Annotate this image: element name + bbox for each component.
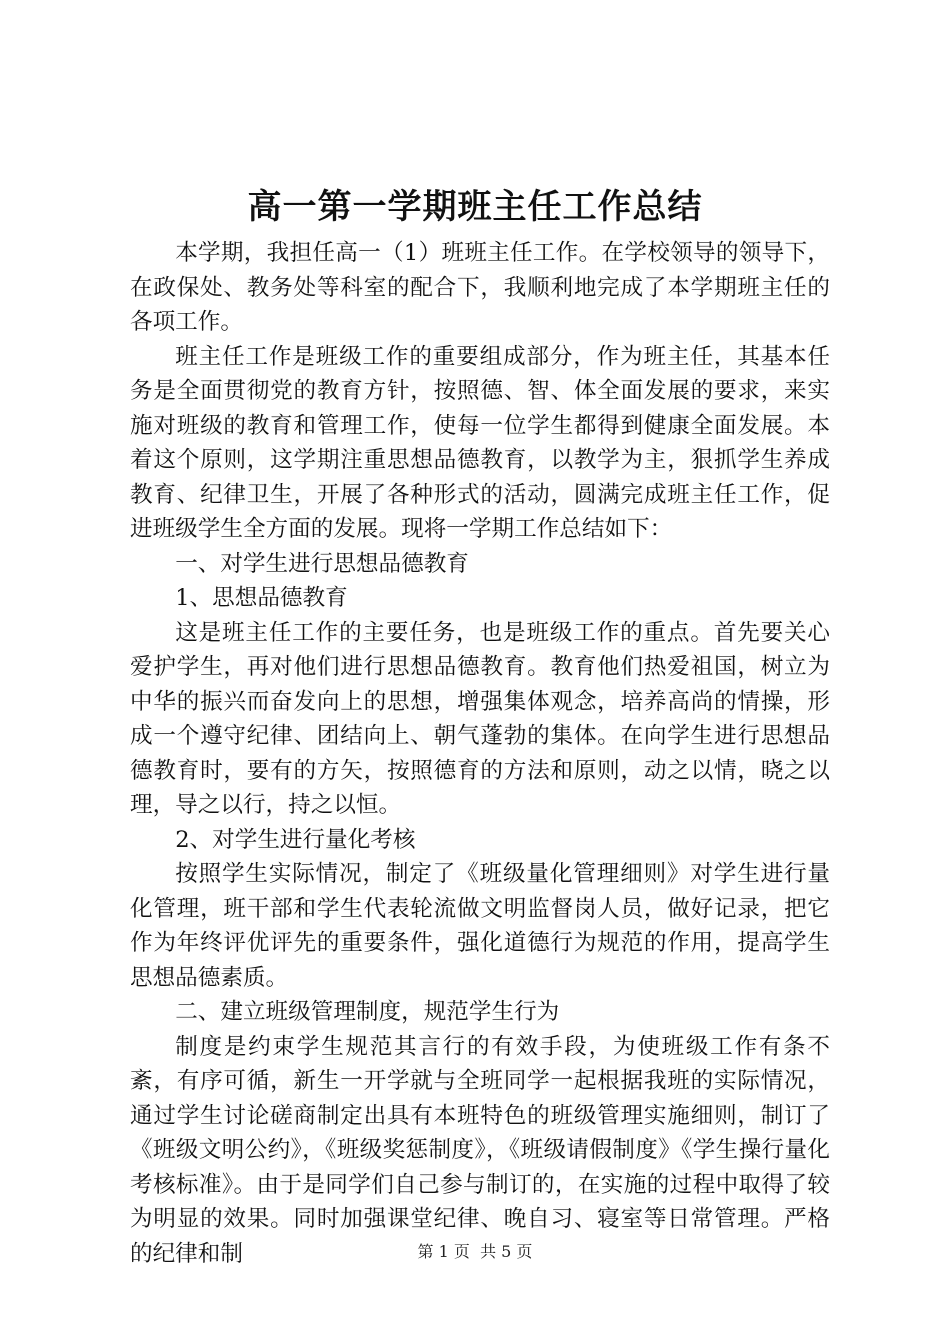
page-footer bbox=[0, 1242, 950, 1262]
paragraph-moral-education: 这是班主任工作的主要任务，也是班级工作的重点。首先要关心爱护学生，再对他们进行思想品德教育。教育他们热爱祖国，树立为中华的振兴而奋发向上的思想，增强集体观念，培养高尚的情操，形成一个遵守纪律、团结向上、朝气蓬勃的集体。在向学生进行思想品德教育时，要有的方矢，按照德育的方法和原则，动之以情，晓之以理，导之以行，持之以恒。 bbox=[130, 619, 830, 818]
document-title: 高一第一学期班主任工作总结 bbox=[247, 187, 703, 227]
subsection-heading-1-2: 2、对学生进行量化考核 bbox=[175, 826, 416, 853]
page-number: 第 1 页 共 5 页 bbox=[417, 1242, 533, 1261]
document-body bbox=[130, 236, 830, 1271]
paragraph-intro: 本学期，我担任高一（1）班班主任工作。在学校领导的领导下，在政保处、教务处等科室的配合下，我顺利地完成了本学期班主任的各项工作。 bbox=[130, 240, 830, 335]
subsection-heading-1-1: 1、思想品德教育 bbox=[175, 585, 348, 611]
section-heading-2: 二、建立班级管理制度，规范学生行为 bbox=[175, 999, 560, 1025]
paragraph-overview: 班主任工作是班级工作的重要组成部分，作为班主任，其基本任务是全面贯彻党的教育方针，按照德、智、体全面发展的要求，来实施对班级的教育和管理工作，使每一位学生都得到健康全面发展。本着这个原则，这学期注重思想品德教育，以教学为主，狠抓学生养成教育、纪律卫生，开展了各种形式的活动，圆满完成班主任工作，促进班级学生全方面的发展。现将一学期工作总结如下： bbox=[130, 343, 830, 542]
paragraph-quantified-assessment: 按照学生实际情况，制定了《班级量化管理细则》对学生进行量化管理，班干部和学生代表轮流做文明监督岗人员，做好记录，把它作为年终评优评先的重要条件，强化道德行为规范的作用，提高学生思想品德素质。 bbox=[130, 861, 830, 991]
section-heading-1: 一、对学生进行思想品德教育 bbox=[175, 550, 469, 577]
paragraph-class-rules: 制度是约束学生规范其言行的有效手段，为使班级工作有条不紊，有序可循，新生一开学就与全班同学一起根据我班的实际情况，通过学生讨论磋商制定出具有本班特色的班级管理实施细则，制订了《班级文明公约》，《班级奖惩制度》，《班级请假制度》《学生操行量化考核标准》。由于是同学们自己参与制订的，在实施的过程中取得了较为明显的效果。同时加强课堂纪律、晚自习、寝室等日常管理。严格的纪律和制 bbox=[130, 1033, 830, 1267]
